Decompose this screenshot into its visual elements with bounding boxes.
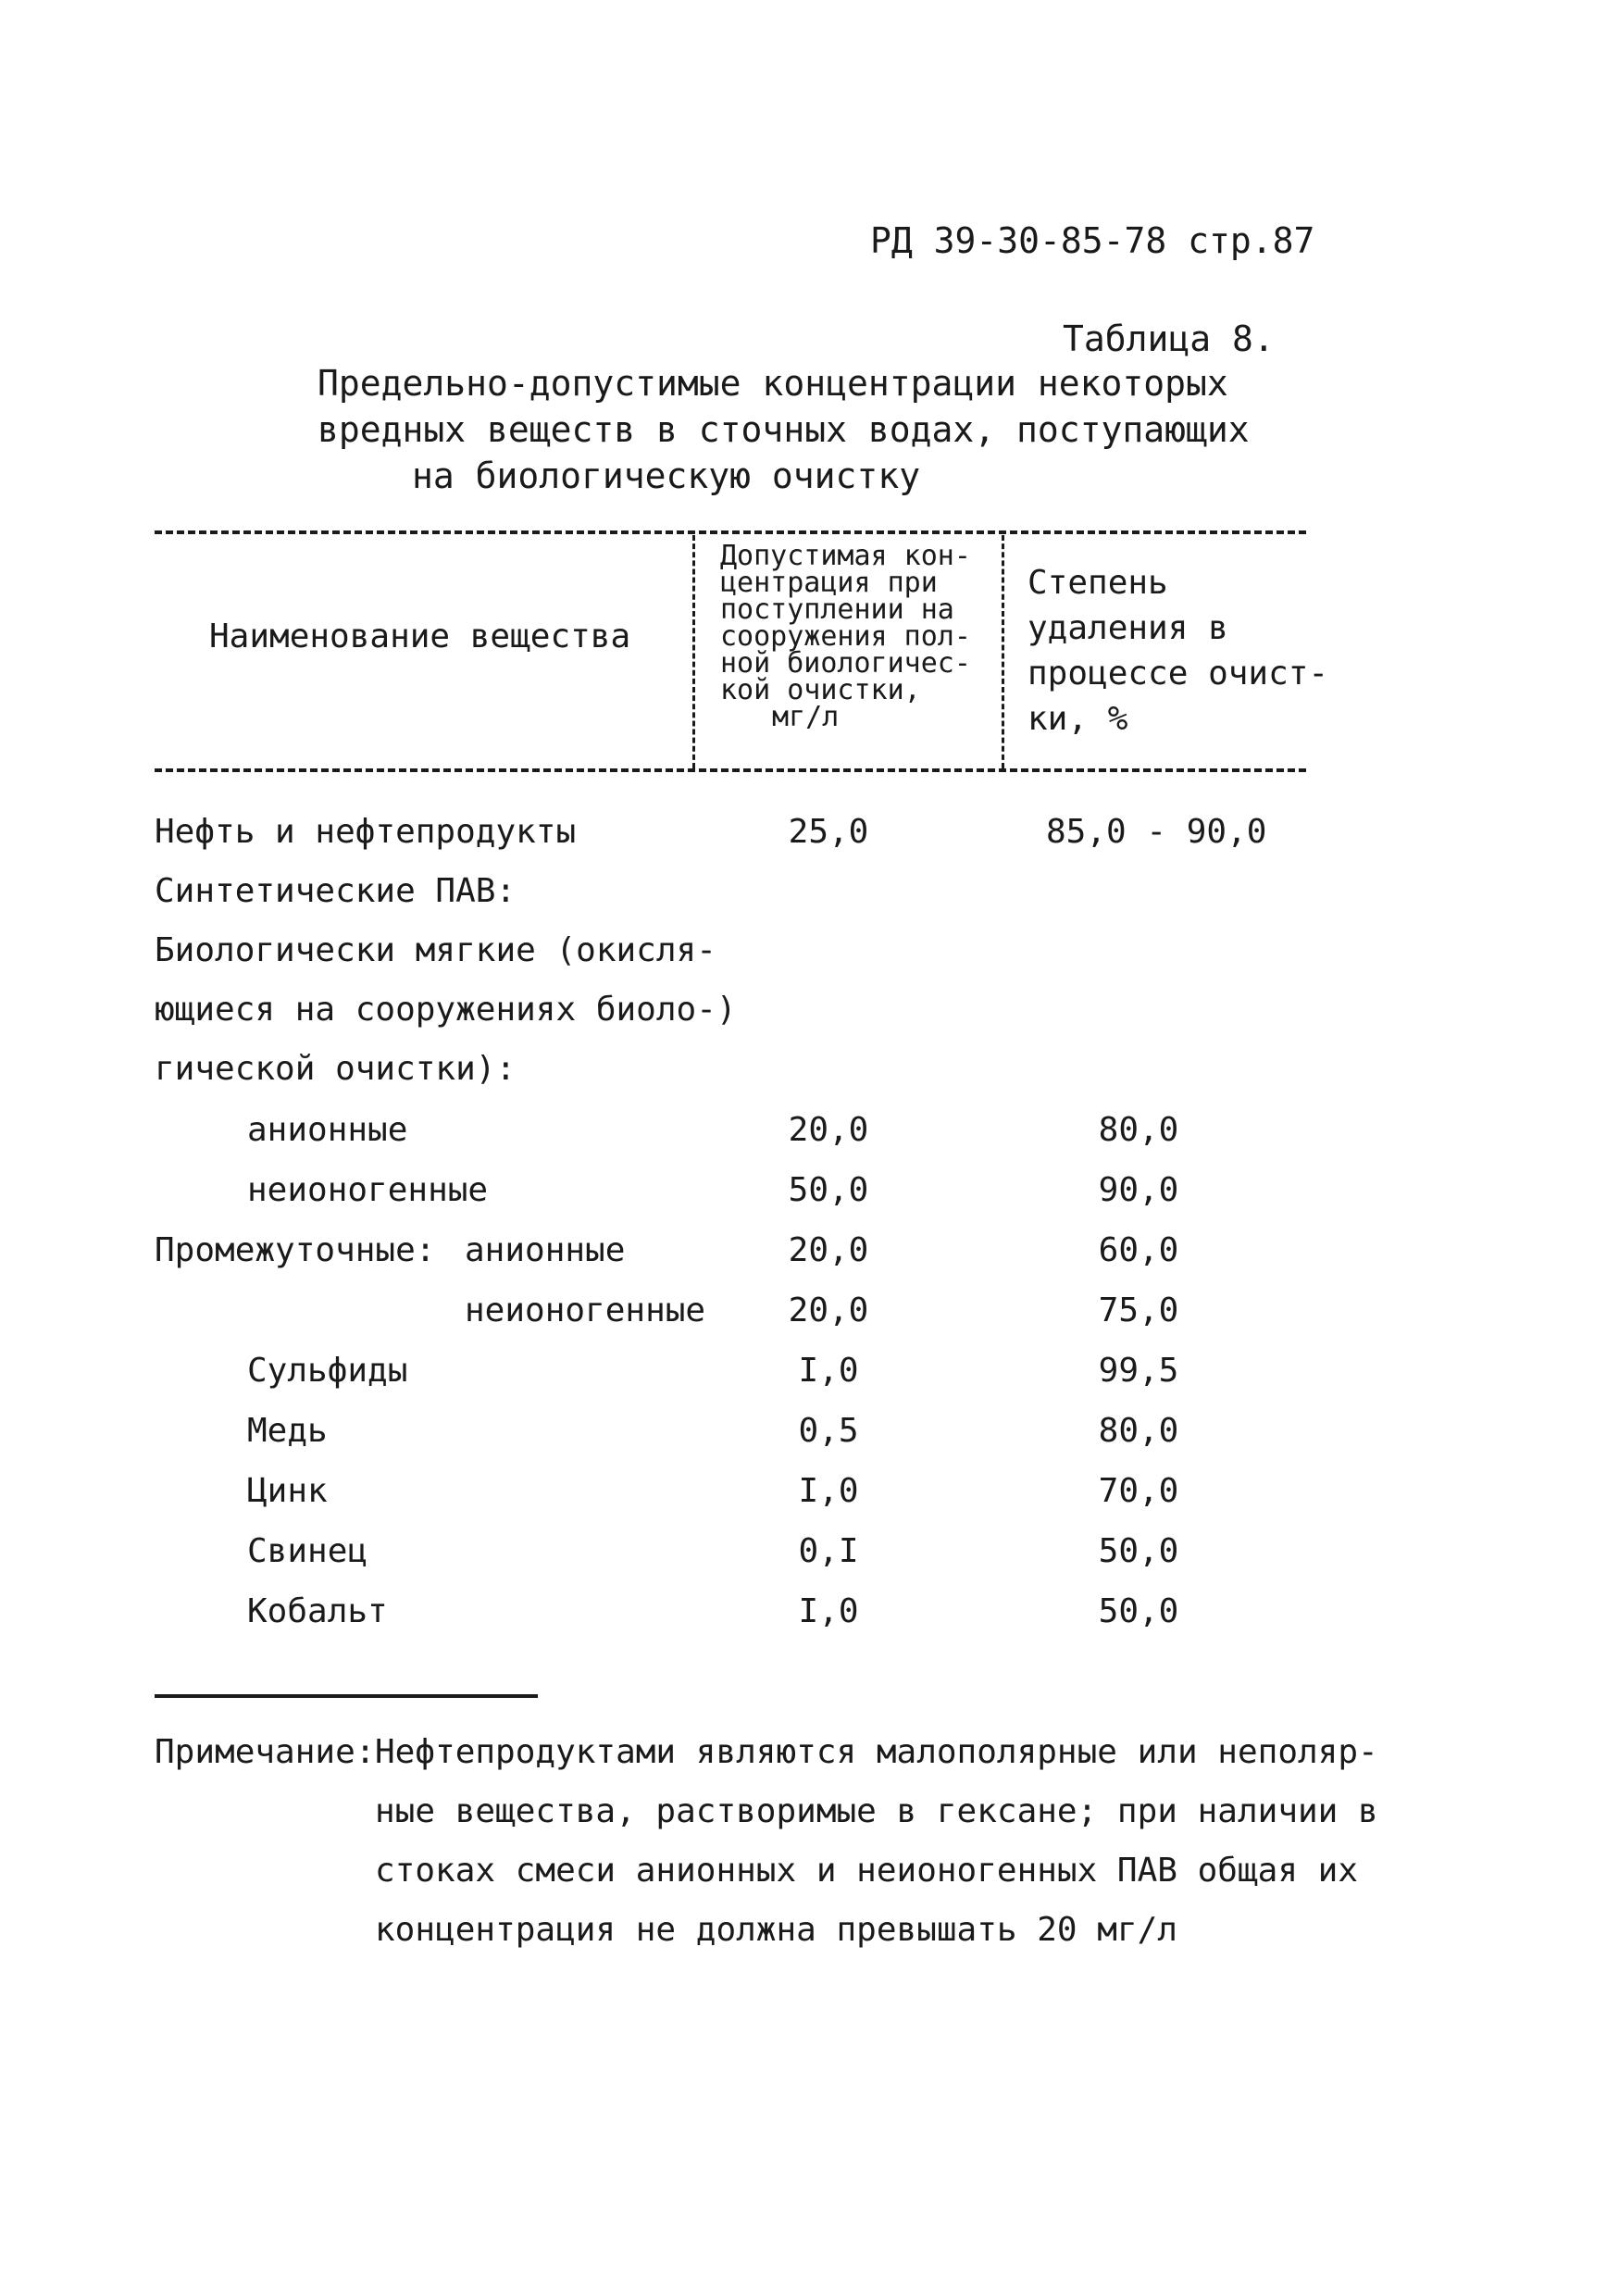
table-number: Таблица 8. — [1063, 318, 1275, 359]
row-conc-intermediate-anionic: 20,0 — [788, 1231, 869, 1269]
table-title-line-1: Предельно-допустимые концентрации некоторых — [318, 363, 1228, 404]
row-name-synthetic-surfactants: Синтетические ПАВ: — [155, 872, 517, 910]
note-line-2: ные вещества, растворимые в гексане; при наличии в — [375, 1792, 1378, 1830]
row-conc-oil: 25,0 — [788, 813, 869, 851]
table-title-line-3: на биологическую очистку — [412, 455, 921, 496]
row-name-sulfides: Сульфиды — [247, 1352, 408, 1390]
row-deg-intermediate-anionic: 60,0 — [1098, 1231, 1179, 1269]
column-header-removal-degree: Степень удаления в процессе очист- ки, % — [1027, 564, 1329, 738]
table-header-top-rule — [155, 530, 1306, 534]
footnote-rule — [155, 1694, 538, 1698]
row-conc-intermediate-nonionic: 20,0 — [788, 1292, 869, 1329]
row-name-bio-soft-1: Биологически мягкие (окисля- — [155, 931, 716, 969]
row-deg-oil: 85,0 - 90,0 — [1046, 813, 1267, 851]
column-separator-2 — [1002, 535, 1004, 768]
row-deg-nonionic: 90,0 — [1098, 1171, 1179, 1209]
column-header-concentration: Допустимая кон- центрация при поступлении на сооружения пол- ной биологичес- кой очистки, мг/л — [720, 540, 971, 733]
column-separator-1 — [692, 535, 695, 768]
row-conc-cobalt: I,0 — [798, 1592, 859, 1630]
row-conc-nonionic: 50,0 — [788, 1171, 869, 1209]
row-name-anionic: анионные — [247, 1111, 408, 1149]
row-name-nonionic: неионогенные — [247, 1171, 489, 1209]
row-deg-sulfides: 99,5 — [1098, 1352, 1179, 1390]
row-conc-lead: 0,I — [798, 1532, 859, 1570]
row-name-lead: Свинец — [247, 1532, 368, 1570]
row-name-zinc: Цинк — [247, 1472, 328, 1510]
row-deg-cobalt: 50,0 — [1098, 1592, 1179, 1630]
row-name-bio-soft-3: гической очистки): — [155, 1050, 517, 1088]
table-header-bottom-rule — [155, 768, 1306, 772]
row-name-bio-soft-2: ющиеся на сооружениях биоло-) — [155, 991, 737, 1029]
row-sub-intermediate-anionic: анионные — [465, 1231, 626, 1269]
row-deg-zinc: 70,0 — [1098, 1472, 1179, 1510]
row-name-oil: Нефть и нефтепродукты — [155, 813, 577, 851]
row-deg-copper: 80,0 — [1098, 1412, 1179, 1450]
column-header-substance: Наименование вещества — [209, 618, 631, 655]
row-deg-anionic: 80,0 — [1098, 1111, 1179, 1149]
row-sub-intermediate-nonionic: неионогенные — [465, 1292, 706, 1329]
table-title-line-2: вредных веществ в сточных водах, поступающих — [318, 409, 1250, 450]
note-line-4: концентрация не должна превышать 20 мг/л — [375, 1911, 1177, 1949]
note-line-3: стоках смеси анионных и неионогенных ПАВ общая их — [375, 1852, 1359, 1890]
row-deg-intermediate-nonionic: 75,0 — [1098, 1292, 1179, 1329]
row-name-copper: Медь — [247, 1412, 328, 1450]
document-code: РД 39-30-85-78 стр.87 — [870, 220, 1315, 261]
row-conc-copper: 0,5 — [798, 1412, 859, 1450]
row-deg-lead: 50,0 — [1098, 1532, 1179, 1570]
row-name-intermediate: Промежуточные: — [155, 1231, 436, 1269]
note-label: Примечание: — [155, 1733, 376, 1771]
row-conc-zinc: I,0 — [798, 1472, 859, 1510]
row-conc-sulfides: I,0 — [798, 1352, 859, 1390]
row-conc-anionic: 20,0 — [788, 1111, 869, 1149]
row-name-cobalt: Кобальт — [247, 1592, 388, 1630]
note-line-1: Нефтепродуктами являются малополярные или неполяр- — [375, 1733, 1378, 1771]
